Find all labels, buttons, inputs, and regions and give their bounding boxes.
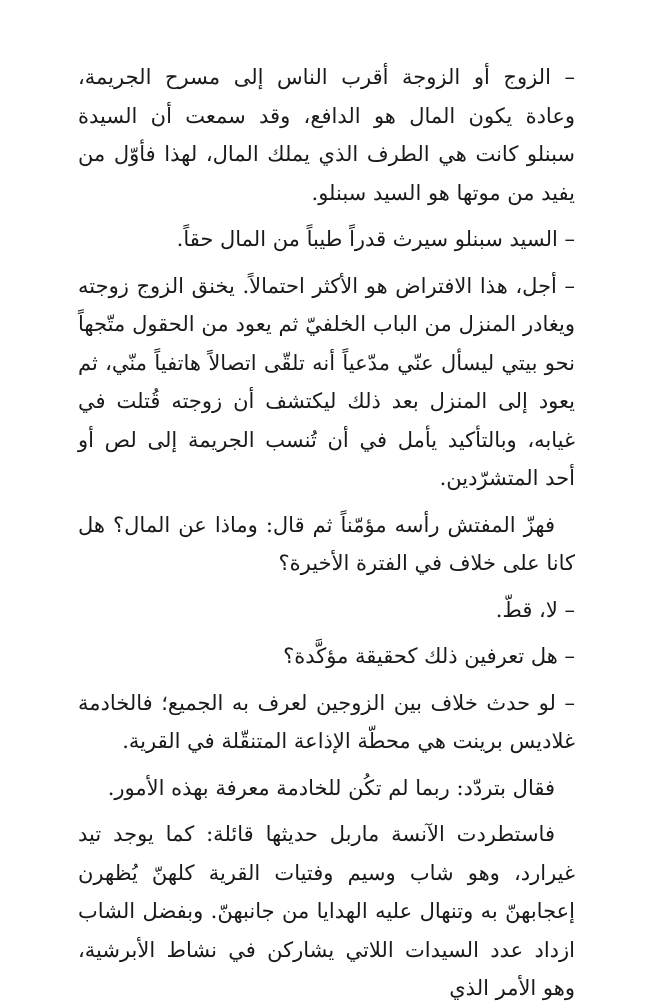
paragraph-8: فقال بتردّد: ربما لم تكُن للخادمة معرفة بهذه الأمور.	[107, 775, 555, 800]
paragraph-9: فاستطردت الآنسة ماربل حديثها قائلة: كما يوجد تيد غيرارد، وهو شاب وسيم وفتيات القرية كلهنّ يُظهرن إعجابهنّ به وتنهال عليه الهدايا من جانبهنّ. وبفضل الشاب ازداد عدد السيدات اللاتي يشاركن في نشاط الأبرشية، وهو الأمر الذي	[78, 822, 575, 1000]
paragraph-6: – هل تعرفين ذلك كحقيقة مؤكَّدة؟	[283, 644, 575, 668]
paragraph-5: – لا، قطّ.	[495, 597, 575, 622]
paragraph-3: – أجل، هذا الافتراض هو الأكثر احتمالاً. يخنق الزوج زوجته ويغادر المنزل من الباب الخلفيّ ثم يعود من الحقول متّجهاً نحو بيتي ليسأل عنّي مدّعياً أنه تلقّى اتصالاً هاتفياً منّي، ثم يعود إلى المنزل بعد ذلك ليكتشف أن زوجته قُتلت في غيابه، وبالتأكيد يأمل في أن تُنسب الجريمة إلى لص أو أحد المتشرّدين.	[78, 273, 576, 490]
paragraph-2: – السيد سبنلو سيرث قدراً طيباً من المال حقاً.	[176, 227, 575, 251]
paragraph-1: – الزوج أو الزوجة أقرب الناس إلى مسرح الجريمة، وعادة يكون المال هو الدافع، وقد سمعت أن السيدة سبنلو كانت هي الطرف الذي يملك المال، لهذا فأوّل من يفيد من موتها هو السيد سبنلو.	[78, 65, 575, 205]
paragraph-7: – لو حدث خلاف بين الزوجين لعرف به الجميع؛ فالخادمة غلاديس برينت هي محطّة الإذاعة المتنقّلة في القرية.	[78, 690, 575, 753]
paragraph-4: فهزّ المفتش رأسه مؤمّناً ثم قال: وماذا عن المال؟ هل كانا على خلاف في الفترة الأخيرة؟	[78, 512, 575, 575]
